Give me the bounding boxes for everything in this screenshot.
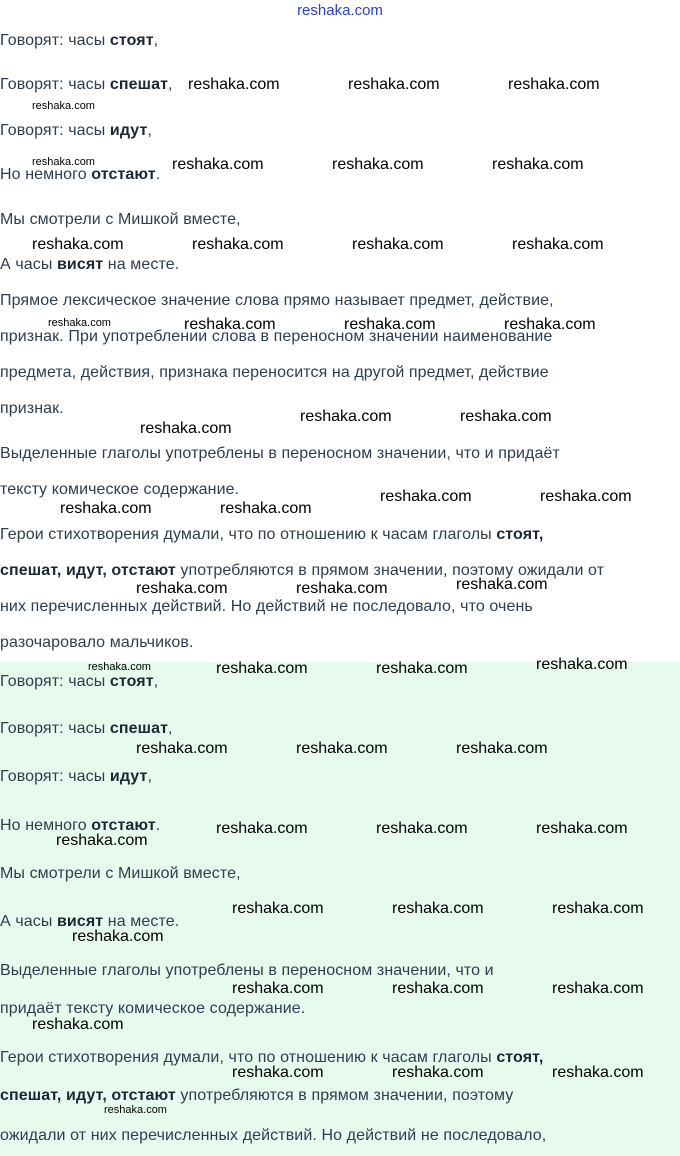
watermark-text: reshaka.com	[88, 661, 151, 673]
poem2-line-3: Говорят: часы идут,	[0, 768, 152, 785]
watermark-text: reshaka.com	[104, 1104, 167, 1116]
definition-line-1: Прямое лексическое значение слова прямо называет предмет, действие,	[0, 292, 554, 309]
watermark-text: reshaka.com	[552, 900, 644, 917]
heroes-line-3: них перечисленных действий. Но действий не последовало, что очень	[0, 598, 533, 615]
watermark-text: reshaka.com	[232, 980, 324, 997]
definition-line-4: признак.	[0, 400, 64, 417]
poem-line-5: Мы смотрели с Мишкой вместе,	[0, 211, 241, 228]
poem2-line-1: Говорят: часы стоят,	[0, 673, 159, 690]
watermark-text: reshaka.com	[508, 76, 600, 93]
explanation2-line-1: Выделенные глаголы употреблены в переносном значении, что и	[0, 962, 494, 979]
watermark-text: reshaka.com	[512, 236, 604, 253]
watermark-text: reshaka.com	[188, 76, 280, 93]
poem2-line-2: Говорят: часы спешат,	[0, 720, 173, 737]
watermark-text: reshaka.com	[380, 488, 472, 505]
watermark-text: reshaka.com	[32, 236, 124, 253]
watermark-text: reshaka.com	[352, 236, 444, 253]
watermark-text: reshaka.com	[540, 488, 632, 505]
watermark-text: reshaka.com	[32, 100, 95, 112]
heroes2-line-2: спешат, идут, отстают употребляются в прямом значении, поэтому	[0, 1087, 514, 1104]
definition-line-3: предмета, действия, признака переносится на другой предмет, действие	[0, 364, 549, 381]
watermark-text: reshaka.com	[348, 76, 440, 93]
watermark-text: reshaka.com	[504, 316, 596, 333]
watermark-text: reshaka.com	[60, 500, 152, 517]
watermark-text: reshaka.com	[48, 317, 111, 329]
watermark-text: reshaka.com	[172, 156, 264, 173]
watermark-text: reshaka.com	[376, 820, 468, 837]
definition-line-2: признак. При употреблении слова в переносном значении наименование	[0, 328, 553, 345]
watermark-text: reshaka.com	[72, 928, 164, 945]
watermark-text: reshaka.com	[492, 156, 584, 173]
watermark-text: reshaka.com	[140, 420, 232, 437]
watermark-text: reshaka.com	[296, 580, 388, 597]
site-link[interactable]: reshaka.com	[297, 2, 383, 19]
watermark-text: reshaka.com	[536, 656, 628, 673]
watermark-text: reshaka.com	[376, 660, 468, 677]
watermark-text: reshaka.com	[456, 740, 548, 757]
watermark-text: reshaka.com	[32, 1016, 124, 1033]
watermark-text: reshaka.com	[136, 740, 228, 757]
watermark-text: reshaka.com	[552, 1064, 644, 1081]
heroes-line-1: Герои стихотворения думали, что по отношению к часам глаголы стоят,	[0, 526, 544, 543]
watermark-text: reshaka.com	[232, 1064, 324, 1081]
watermark-text: reshaka.com	[32, 156, 95, 168]
poem2-line-4: Но немного отстают.	[0, 817, 161, 834]
poem2-line-5: Мы смотрели с Мишкой вместе,	[0, 865, 241, 882]
watermark-text: reshaka.com	[460, 408, 552, 425]
poem2-line-6: А часы висят на месте.	[0, 913, 180, 930]
heroes-line-2: спешат, идут, отстают употребляются в прямом значении, поэтому ожидали от	[0, 562, 605, 579]
watermark-text: reshaka.com	[332, 156, 424, 173]
watermark-text: reshaka.com	[296, 740, 388, 757]
watermark-text: reshaka.com	[392, 1064, 484, 1081]
watermark-text: reshaka.com	[536, 820, 628, 837]
watermark-text: reshaka.com	[216, 660, 308, 677]
watermark-text: reshaka.com	[456, 576, 548, 593]
poem-line-6: А часы висят на месте.	[0, 256, 180, 273]
heroes-line-4: разочаровало мальчиков.	[0, 634, 194, 651]
explanation-line-1: Выделенные глаголы употреблены в переносном значении, что и придаёт	[0, 445, 560, 462]
watermark-text: reshaka.com	[136, 580, 228, 597]
watermark-text: reshaka.com	[56, 832, 148, 849]
heroes2-line-3: ожидали от них перечисленных действий. Но действий не последовало,	[0, 1127, 547, 1144]
watermark-text: reshaka.com	[192, 236, 284, 253]
watermark-text: reshaka.com	[300, 408, 392, 425]
watermark-text: reshaka.com	[392, 980, 484, 997]
poem-line-1: Говорят: часы стоят,	[0, 32, 159, 49]
heroes2-line-1: Герои стихотворения думали, что по отношению к часам глаголы стоят,	[0, 1049, 544, 1066]
explanation-line-2: текстy комическое содержание.	[0, 481, 240, 498]
watermark-text: reshaka.com	[392, 900, 484, 917]
watermark-text: reshaka.com	[232, 900, 324, 917]
watermark-text: reshaka.com	[344, 316, 436, 333]
poem-line-3: Говорят: часы идут,	[0, 122, 152, 139]
explanation2-line-2: придаёт текстy комическое содержание.	[0, 1000, 306, 1017]
watermark-text: reshaka.com	[184, 316, 276, 333]
poem-line-2: Говорят: часы спешат,	[0, 76, 173, 93]
watermark-text: reshaka.com	[216, 820, 308, 837]
watermark-text: reshaka.com	[552, 980, 644, 997]
poem-line-4: Но немного отстают.	[0, 166, 161, 183]
watermark-text: reshaka.com	[220, 500, 312, 517]
